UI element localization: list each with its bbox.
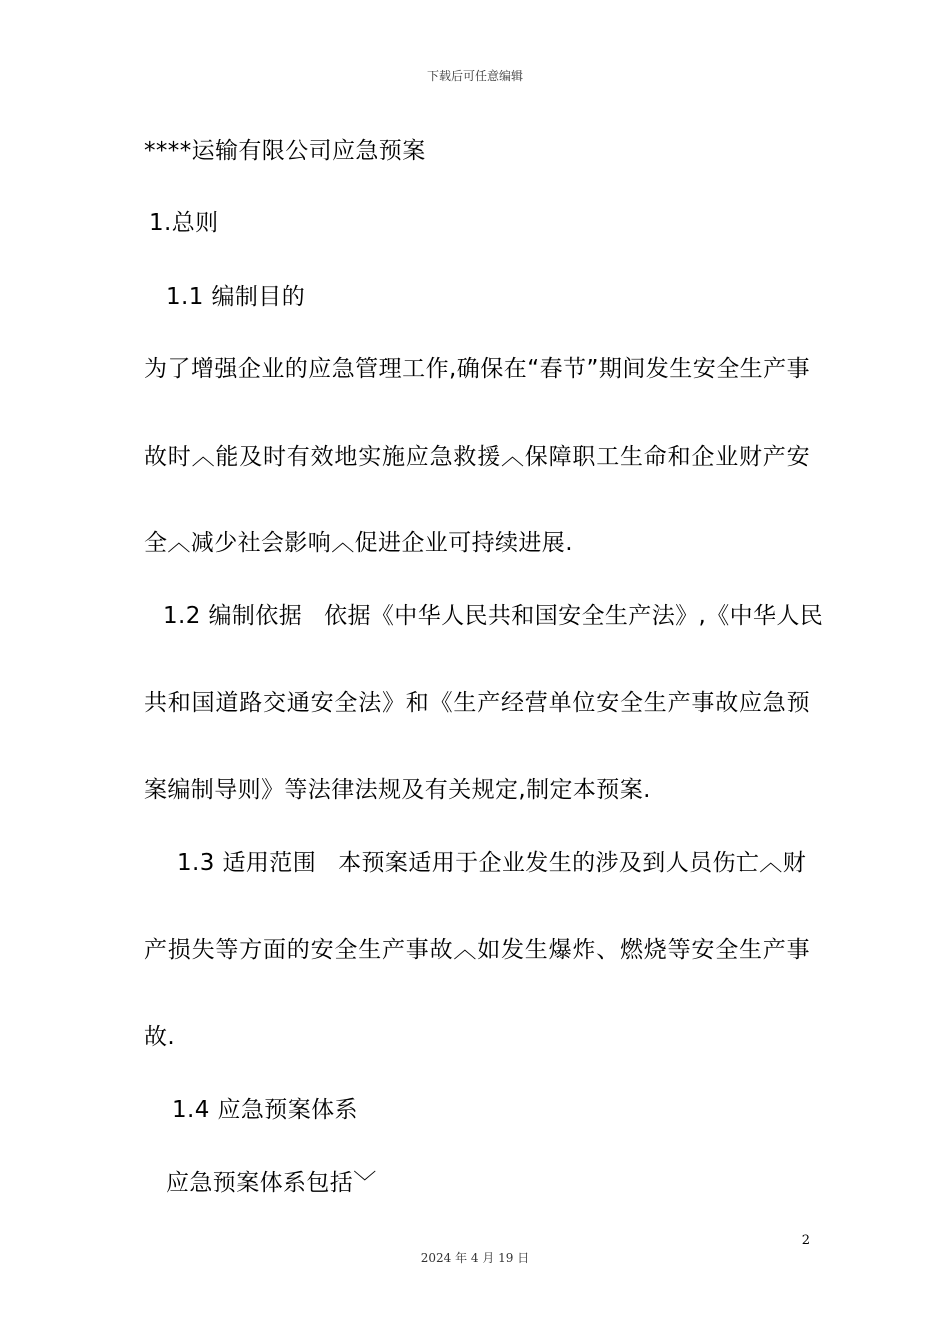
paragraph-line: 故时︿能及时有效地实施应急救援︿保障职工生命和企业财产安 (144, 444, 810, 470)
paragraph-line: 故. (144, 1024, 176, 1050)
paragraph-text: 本预案适用于企业发生的涉及到人员伤亡︿财 (338, 850, 807, 876)
section-heading-1-3: 1.3 适用范围 (177, 850, 317, 876)
page-footer-date: 2024 年 4 月 19 日 (420, 1251, 530, 1265)
document-title: ****运输有限公司应急预案 (144, 138, 426, 164)
paragraph-line: 案编制导则》等法律法规及有关规定,制定本预案. (144, 777, 651, 803)
page-number: 2 (801, 1233, 810, 1248)
section-heading-1-2: 1.2 编制依据 (163, 603, 303, 629)
paragraph-line: 全︿减少社会影响︿促进企业可持续进展. (144, 530, 573, 556)
paragraph-line: 为了增强企业的应急管理工作,确保在“春节”期间发生安全生产事 (144, 356, 810, 382)
paragraph-line: 共和国道路交通安全法》和《生产经营单位安全生产事故应急预 (144, 690, 810, 716)
section-heading-1-4: 1.4 应急预案体系 (172, 1097, 358, 1123)
section-heading-1: 1.总则 (149, 210, 219, 236)
section-heading-1-1: 1.1 编制目的 (166, 284, 306, 310)
page-header: 下载后可任意编辑 (426, 69, 523, 83)
section-1-3-line (177, 845, 810, 881)
paragraph-line: 应急预案体系包括﹀ (166, 1170, 377, 1196)
paragraph-text: 依据《中华人民共和国安全生产法》,《中华人民 (324, 603, 824, 629)
section-1-2-line (163, 598, 824, 634)
paragraph-line: 产损失等方面的安全生产事故︿如发生爆炸、燃烧等安全生产事 (144, 937, 810, 963)
